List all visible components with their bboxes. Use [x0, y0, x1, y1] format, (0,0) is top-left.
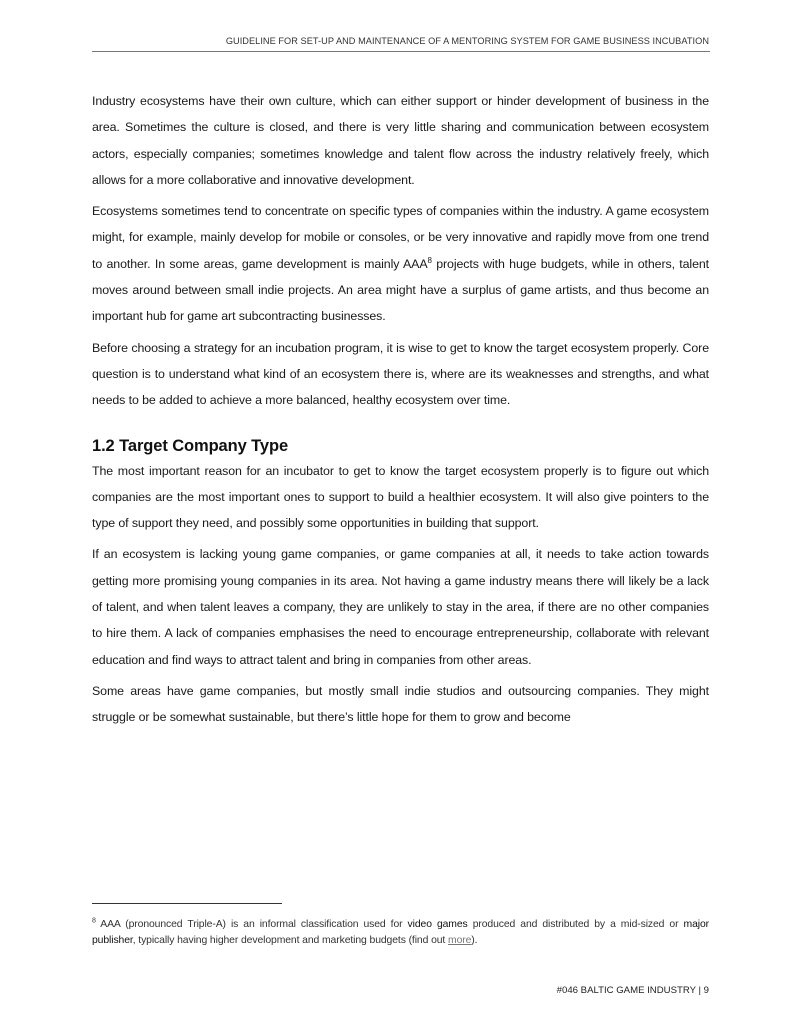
paragraph-text: Ecosystems sometimes tend to concentrate on specific types of companies within the industry. A game ecosystem might, for example, mainly develop for mobile or consoles, or be very innovative and rapidly move from one trend to another. In some areas, game development is mainly AAA	[92, 204, 709, 271]
footnote-text: , typically having higher development and marketing budgets (find out	[132, 934, 449, 946]
footnote-text: produced and distributed by a mid-sized or	[467, 919, 684, 930]
major-publisher-link[interactable]: major publisher	[92, 919, 709, 946]
footnote	[92, 917, 709, 948]
paragraph-strategy: Before choosing a strategy for an incubation program, it is wise to get to know the target ecosystem properly. Core question is to understand what kind of an ecosystem there is, where are its weaknesses and strengths, and what needs to be added to achieve a more balanced, healthy ecosystem over time.	[92, 340, 709, 408]
paragraph-ecosystem-culture: Industry ecosystems have their own culture, which can either support or hinder development of business in the area. Sometimes the culture is closed, and there is very little sharing and communication between ecosystem actors, especially companies; sometimes knowledge and talent flow across the industry relatively freely, which allows for a more collaborative and innovative development.	[92, 94, 709, 187]
section-heading: 1.2 Target Company Type	[92, 436, 289, 455]
footnote-mark: 8	[92, 917, 96, 925]
footnote-text: AAA (pronounced Triple-A) is an informal classification used for	[95, 919, 408, 930]
paragraph-text: projects with huge budgets, while in others, talent moves around between small indie projects. An area might have a surplus of game artists, and thus become an important hub for game art subcontracting businesses.	[92, 256, 709, 324]
footnote-text: ).	[471, 934, 478, 946]
footnote-reference[interactable]: 8	[427, 255, 432, 265]
footnote-divider	[92, 903, 282, 904]
page-footer: #046 BALTIC GAME INDUSTRY | 9	[556, 985, 709, 996]
more-link[interactable]: more	[448, 934, 472, 946]
video-games-link[interactable]: video games	[407, 919, 468, 930]
running-header: GUIDELINE FOR SET-UP AND MAINTENANCE OF A MENTORING SYSTEM FOR GAME BUSINESS INCUBATION	[225, 36, 709, 46]
document-body	[92, 88, 709, 736]
paragraph-ecosystem-types	[92, 198, 709, 329]
header-divider	[92, 51, 710, 52]
paragraph-important-reason: The most important reason for an incubator to get to know the target ecosystem properly is to figure out which companies are the most important ones to support to build a healthier ecosystem. It will also give pointers to the type of support they need, and possibly some opportunities in building that support.	[92, 463, 709, 531]
paragraph-small-indie: Some areas have game companies, but mostly small indie studios and outsourcing companies. They might struggle or be somewhat sustainable, but there’s little hope for them to grow and become	[92, 683, 709, 725]
paragraph-lacking-companies: If an ecosystem is lacking young game companies, or game companies at all, it needs to take action towards getting more promising young companies in its area. Not having a game industry means there will likely be a lack of talent, and when talent leaves a company, they are unlikely to stay in the area, if there are no other companies to hire them. A lack of companies emphasises the need to encourage entrepreneurship, collaborate with relevant education and find ways to attract talent and bring in companies from other areas.	[92, 547, 709, 667]
